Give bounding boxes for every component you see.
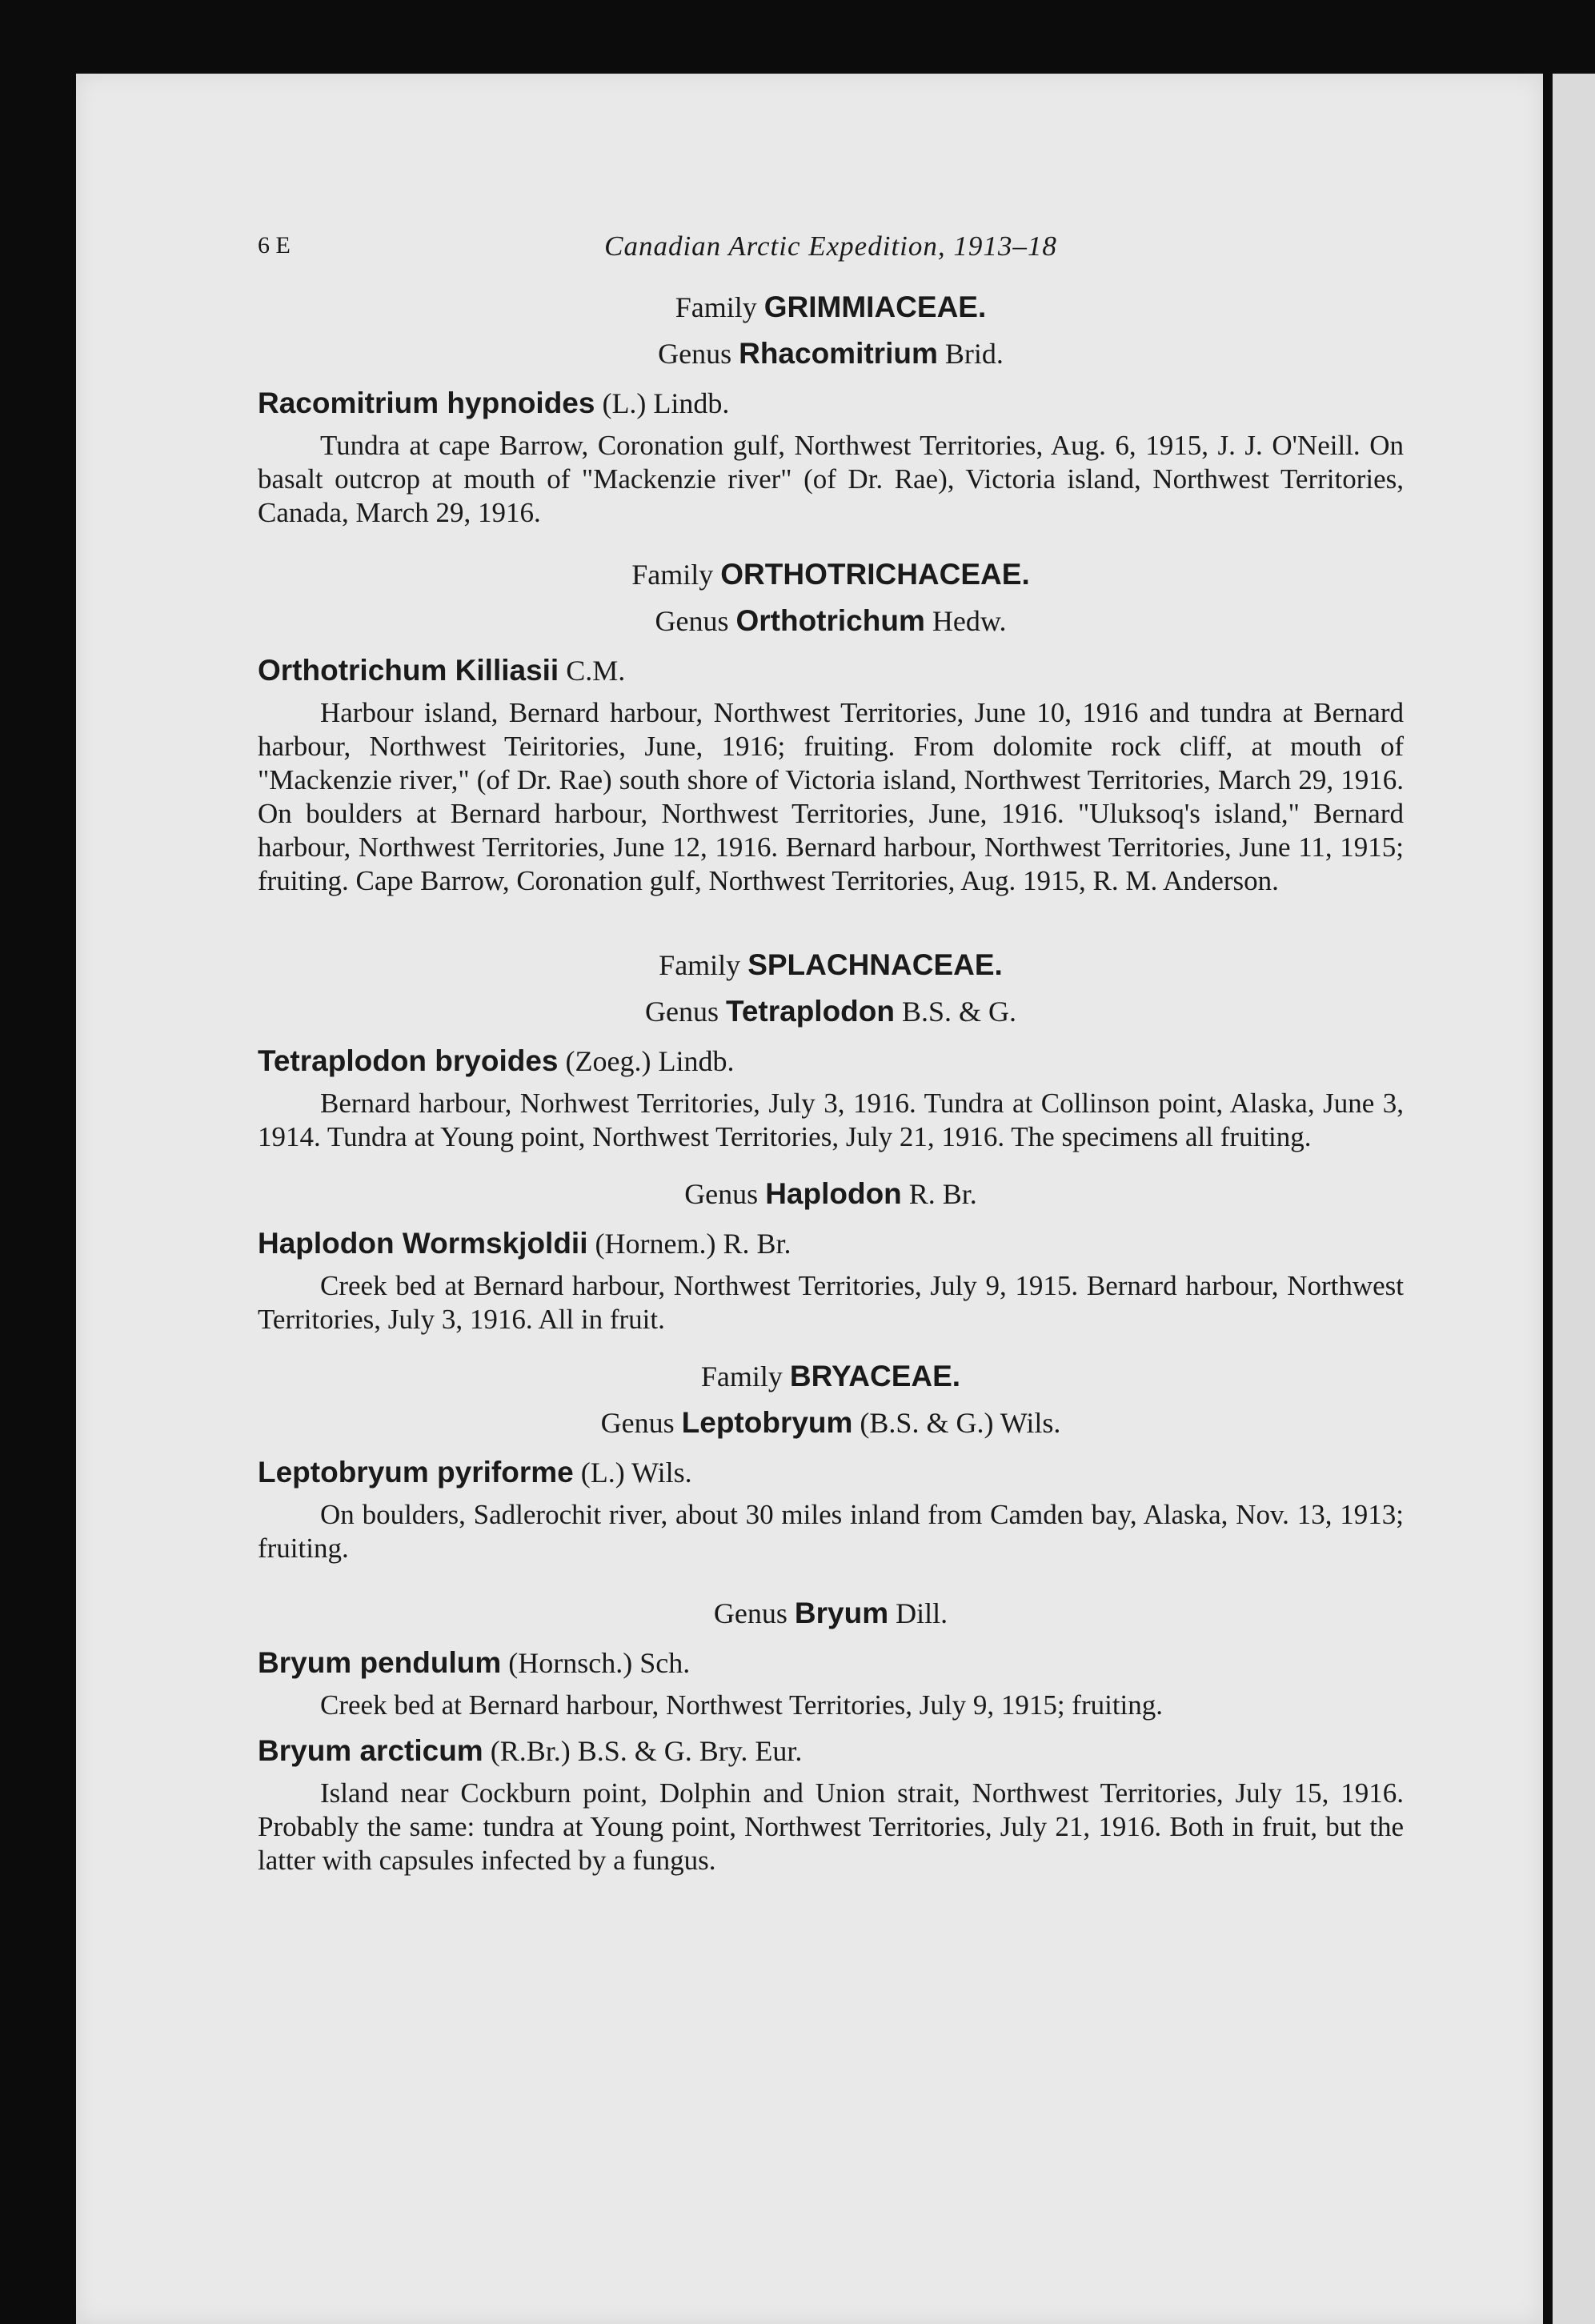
- species-heading: [258, 1730, 1404, 1772]
- family-heading: [258, 286, 1404, 328]
- genus-name: Orthotrichum: [735, 604, 925, 637]
- species-description: Creek bed at Bernard harbour, Northwest Territories, July 9, 1915. Bernard harbour, Northwest Territories, July 3, 1916. All in fruit.: [258, 1270, 1404, 1335]
- genus-author: B.S. & G.: [901, 996, 1017, 1028]
- genus-label: Genus: [644, 996, 719, 1028]
- species-description: Tundra at cape Barrow, Coronation gulf, Northwest Territories, Aug. 6, 1915, J. J. O'Neill. On basalt outcrop at mouth of "Mackenzie river" (of Dr. Rae), Victoria island, Northwest Territories, Canada, March 29, 1916.: [258, 430, 1404, 528]
- family-name: BRYACEAE.: [789, 1360, 961, 1392]
- family-heading: [258, 1356, 1404, 1397]
- genus-name: Rhacomitrium: [739, 337, 938, 370]
- genus-name: Tetraplodon: [725, 995, 895, 1028]
- page-text: [258, 224, 1404, 1877]
- family-heading: [258, 554, 1404, 595]
- species-name: Leptobryum pyriforme: [258, 1456, 574, 1489]
- running-header: [258, 224, 1404, 272]
- species-name: Tetraplodon bryoides: [258, 1044, 559, 1077]
- running-title: Canadian Arctic Expedition, 1913–18: [604, 230, 1057, 262]
- species-name: Bryum arcticum: [258, 1734, 483, 1767]
- species-author: C.M.: [566, 655, 626, 687]
- family-name: SPLACHNACEAE.: [747, 948, 1003, 981]
- species-heading: [258, 650, 1404, 691]
- species-name: Racomitrium hypnoides: [258, 387, 595, 419]
- genus-label: Genus: [658, 338, 732, 370]
- genus-label: Genus: [655, 605, 729, 637]
- genus-label: Genus: [713, 1597, 787, 1629]
- genus-label: Genus: [684, 1178, 759, 1210]
- genus-author: Dill.: [896, 1597, 948, 1629]
- species-name: Bryum pendulum: [258, 1646, 502, 1679]
- genus-author: (B.S. & G.) Wils.: [860, 1407, 1061, 1439]
- species-author: (Hornsch.) Sch.: [508, 1647, 691, 1679]
- family-heading: [258, 944, 1404, 986]
- species-name: Orthotrichum Killiasii: [258, 654, 559, 687]
- family-label: Family: [675, 291, 757, 323]
- family-label: Family: [659, 949, 741, 981]
- species-author: (L.) Lindb.: [602, 387, 730, 419]
- genus-heading: [258, 1173, 1404, 1215]
- species-description: Creek bed at Bernard harbour, Northwest Territories, July 9, 1915; fruiting.: [320, 1689, 1164, 1721]
- species-description: Island near Cockburn point, Dolphin and Union strait, Northwest Territories, July 15, 1916. Probably the same: tundra at Young point, Northwest Territories, July 21, 1916. Both in fruit, but the latter with capsules infected by a fungus.: [258, 1777, 1404, 1876]
- genus-name: Leptobryum: [681, 1406, 853, 1439]
- species-author: (R.Br.) B.S. & G. Bry. Eur.: [490, 1735, 803, 1767]
- species-author: (L.) Wils.: [580, 1457, 692, 1489]
- genus-author: Brid.: [944, 338, 1004, 370]
- genus-heading: [258, 1402, 1404, 1444]
- species-heading: [258, 383, 1404, 424]
- species-heading: [258, 1642, 1404, 1684]
- genus-author: R. Br.: [908, 1178, 977, 1210]
- species-name: Haplodon Wormskjoldii: [258, 1227, 588, 1260]
- species-description: Harbour island, Bernard harbour, Northwest Territories, June 10, 1916 and tundra at Bernard harbour, Northwest Teiritories, June, 1916; fruiting. From dolomite rock cliff, at mouth of "Mackenzie river," (of Dr. Rae) south shore of Victoria island, Northwest Territories, March 29, 1916. On boulders at Bernard harbour, Northwest Territories, June, 1916. "Uluksoq's island," Bernard harbour, Northwest Territories, June 12, 1916. Bernard harbour, Northwest Territories, June 11, 1915; fruiting. Cape Barrow, Coronation gulf, Northwest Territories, Aug. 1915, R. M. Anderson.: [258, 697, 1404, 896]
- species-heading: [258, 1452, 1404, 1493]
- family-label: Family: [631, 559, 714, 591]
- species-author: (Zoeg.) Lindb.: [565, 1045, 735, 1077]
- adjacent-page-edge: [1553, 74, 1595, 2324]
- genus-heading: [258, 991, 1404, 1032]
- family-label: Family: [700, 1360, 783, 1392]
- genus-heading: [258, 1593, 1404, 1634]
- species-description: On boulders, Sadlerochit river, about 30 miles inland from Camden bay, Alaska, Nov. 13, 1913; fruiting.: [258, 1499, 1404, 1564]
- genus-author: Hedw.: [932, 605, 1007, 637]
- genus-name: Bryum: [794, 1597, 889, 1629]
- species-heading: [258, 1223, 1404, 1264]
- genus-label: Genus: [600, 1407, 675, 1439]
- species-heading: [258, 1040, 1404, 1082]
- page-number: 6 E: [258, 232, 291, 258]
- family-name: ORTHOTRICHACEAE.: [720, 558, 1030, 591]
- family-name: GRIMMIACEAE.: [763, 290, 987, 323]
- genus-heading: [258, 333, 1404, 375]
- species-author: (Hornem.) R. Br.: [595, 1228, 791, 1260]
- genus-name: Haplodon: [765, 1177, 902, 1210]
- species-description: Bernard harbour, Norhwest Territories, July 3, 1916. Tundra at Collinson point, Alaska, June 3, 1914. Tundra at Young point, Northwest Territories, July 21, 1916. The specimens all fruiting.: [258, 1088, 1404, 1152]
- genus-heading: [258, 600, 1404, 642]
